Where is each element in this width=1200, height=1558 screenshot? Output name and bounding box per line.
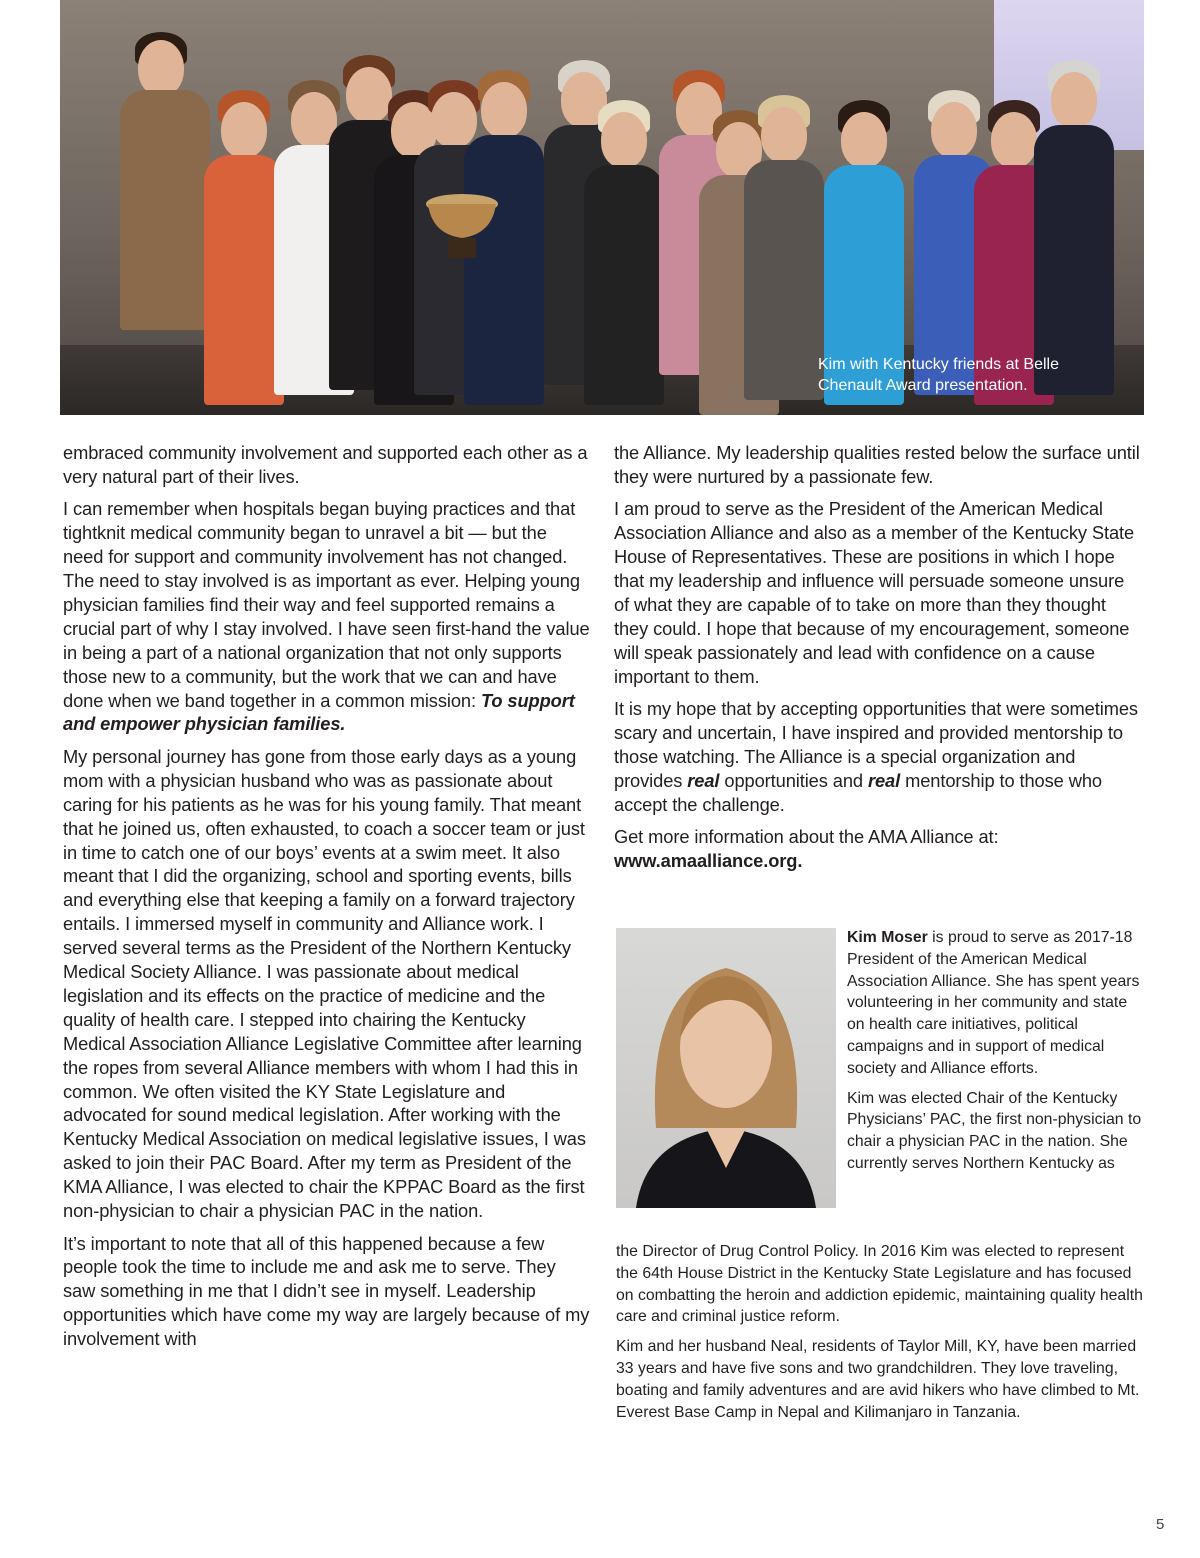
bio-sidebar [847, 927, 1147, 1183]
article-left-column [63, 441, 591, 1360]
bio-name: Kim Moser [847, 929, 928, 946]
page-number: 5 [1156, 1516, 1165, 1533]
photo-caption: Kim with Kentucky friends at Belle Chenault Award presentation. [818, 356, 1059, 394]
paragraph: Kim Moser is proud to serve as 2017-18 President of the American Medical Association Alliance. She has spent years volunteering in her community and state on health care initiatives, political campaigns and in support of medical society and Alliance efforts. [847, 929, 1140, 1077]
paragraph: Kim was elected Chair of the Kentucky Physicians’ PAC, the first non-physician to chair a physician PAC in the nation. She currently serves Northern Kentucky as [847, 1089, 1142, 1172]
paragraph: I can remember when hospitals began buying practices and that tightknit medical community began to unravel a bit — but the need for support and community involvement has not changed. The need to stay involved is as important as ever. Helping young physician families find their way and feel supported remains a crucial part of why I stay involved. I have seen first-hand the value in being a part of a national organization that not only supports those new to a community, but the work that we can and have done when we band together in a common mission: To support and empower physician families. [63, 498, 590, 735]
paragraph: Get more information about the AMA Alliance at: www.amaalliance.org. [614, 826, 999, 871]
group-photo [60, 0, 1144, 415]
trophy-icon [422, 190, 502, 260]
paragraph: the Alliance. My leadership qualities rested below the surface until they were nurtured by a passionate few. [614, 442, 1140, 487]
paragraph: Kim and her husband Neal, residents of Taylor Mill, KY, have been married 33 years and have five sons and two grandchildren. They love traveling, boating and family adventures and are avid hikers who have climbed to Mt. Everest Base Camp in Nepal and Kilimanjaro in Tanzania. [616, 1338, 1140, 1421]
emphasis-mission: To support and empower physician families. [63, 689, 575, 735]
paragraph: It is my hope that by accepting opportunities that were sometimes scary and uncertain, I have inspired and provided mentorship to those watching. The Alliance is a special organization and provides real opportunities and real mentorship to those who accept the challenge. [614, 698, 1138, 815]
bio-continued [616, 1241, 1144, 1431]
website-link[interactable]: www.amaalliance.org. [614, 850, 803, 871]
paragraph: embraced community involvement and supported each other as a very natural part of their lives. [63, 442, 588, 487]
paragraph: I am proud to serve as the President of the American Medical Association Alliance and also as a member of the Kentucky State House of Representatives. These are positions in which I hope that my leadership and influence will persuade someone unsure of what they are capable of to take on more than they thought they could. I hope that because of my encouragement, someone will speak passionately and lead with confidence on a cause important to them. [614, 498, 1135, 687]
paragraph: My personal journey has gone from those early days as a young mom with a physician husband who was as passionate about caring for his patients as he was for his young family. That meant that he joined us, often exhausted, to coach a soccer team or just in time to catch one of our boys’ events at a swim meet. It also meant that I did the organizing, school and sporting events, bills and everything else that keeping a family on a forward trajectory entails. I immersed myself in community and Alliance work. I served several terms as the President of the Northern Kentucky Medical Society Alliance. I was passionate about medical legislation and its effects on the practice of medicine and the quality of health care. I stepped into chairing the Kentucky Medical Association Alliance Legislative Committee after learning the ropes from several Alliance members with whom I had this in common. We often visited the KY State Legislature and advocated for sound medical legislation. After working with the Kentucky Medical Association on medical legislative issues, I was asked to join their PAC Board. After my term as President of the KMA Alliance, I was elected to chair the KPPAC Board as the first non-physician to chair a physician PAC in the nation. [63, 745, 586, 1222]
portrait-photo [616, 928, 836, 1208]
paragraph: It’s important to note that all of this happened because a few people took the time to include me and ask me to serve. They saw something in me that I didn’t see in myself. Leadership opportunities which have come my way are largely because of my involvement with [63, 1232, 590, 1350]
article-right-column [614, 441, 1144, 881]
paragraph: the Director of Drug Control Policy. In 2016 Kim was elected to represent the 64th House District in the Kentucky State Legislature and has focused on combatting the heroin and addiction epidemic, maintaining quality health care and criminal justice reform. [616, 1243, 1143, 1326]
portrait-icon [616, 928, 836, 1208]
